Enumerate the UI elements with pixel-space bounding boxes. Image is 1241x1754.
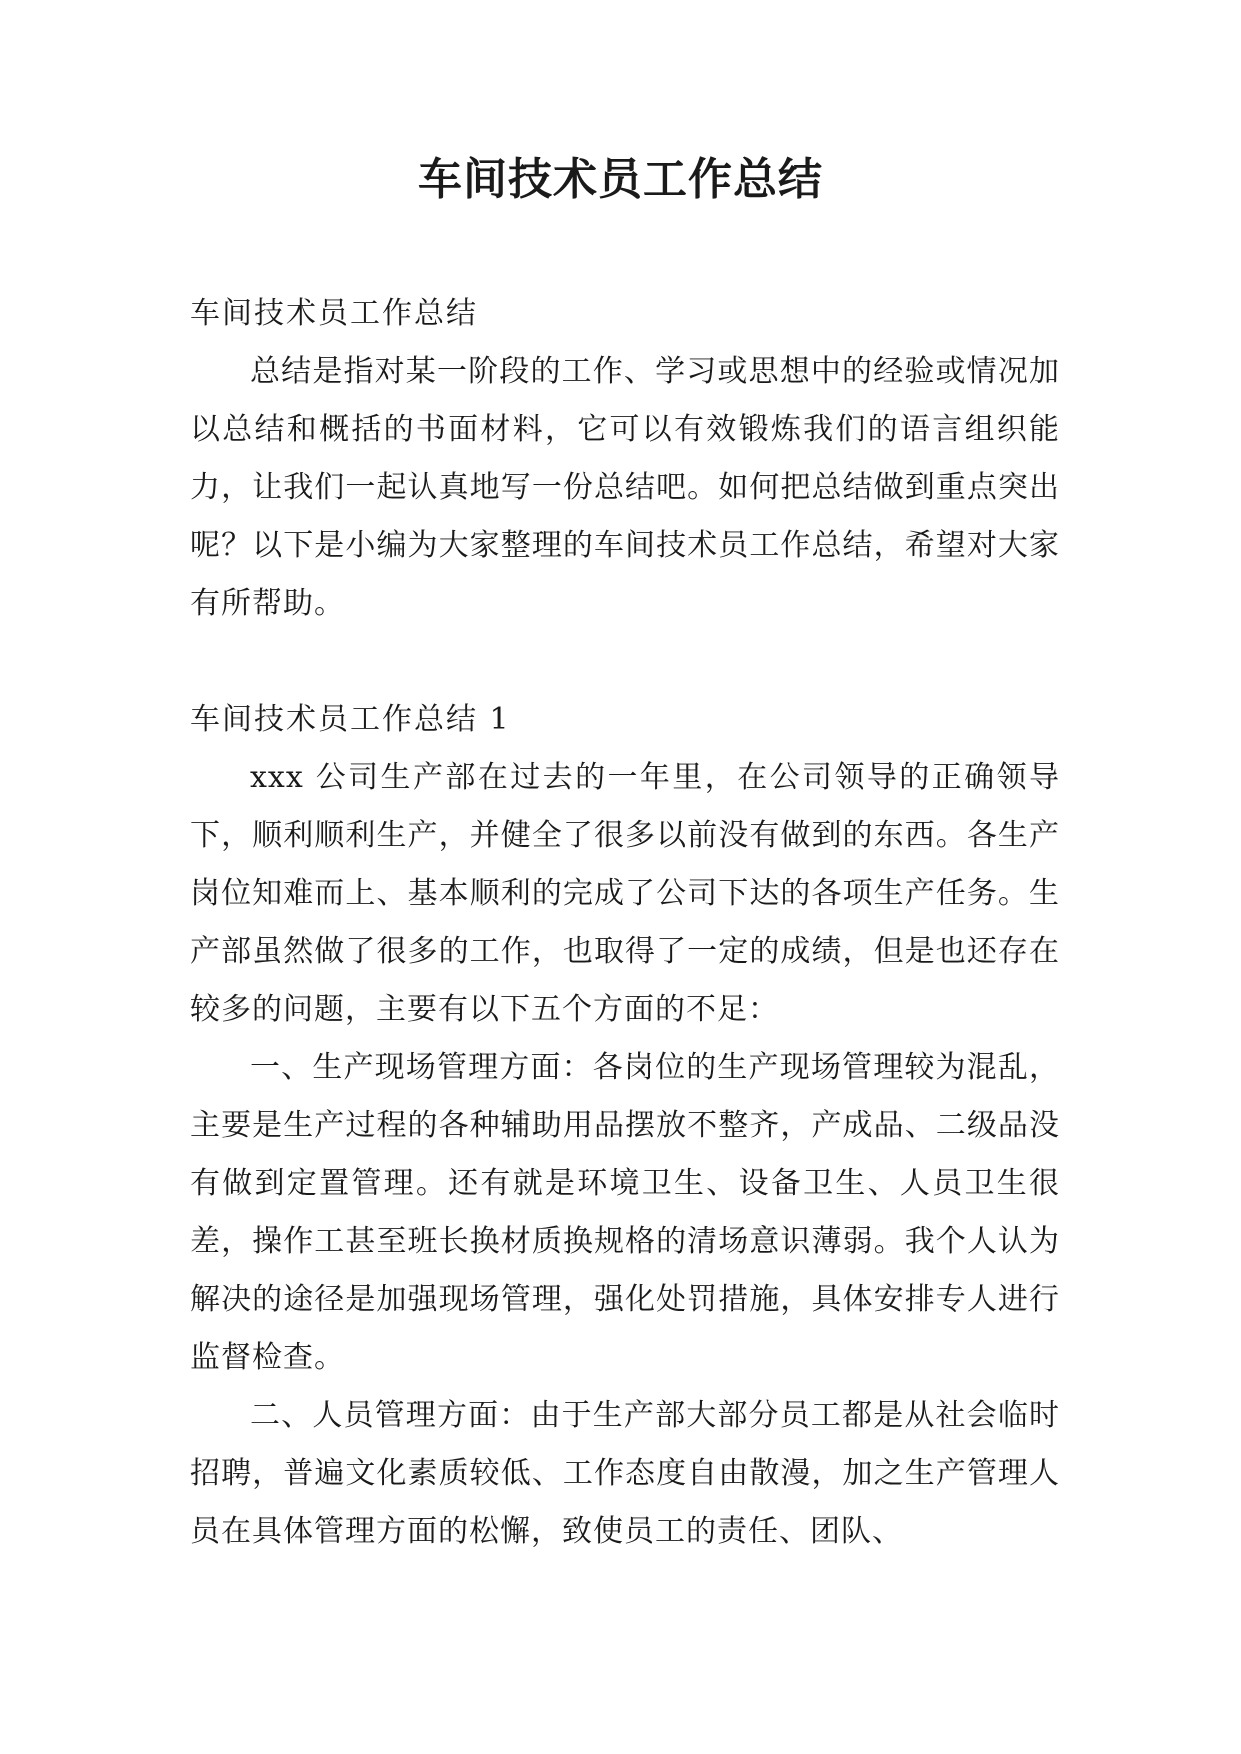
- intro-paragraph: 总结是指对某一阶段的工作、学习或思想中的经验或情况加以总结和概括的书面材料，它可以有效锻炼我们的语言组织能力，让我们一起认真地写一份总结吧。如何把总结做到重点突出呢？以下是小编为大家整理的车间技术员工作总结，希望对大家有所帮助。: [190, 354, 1060, 621]
- body-paragraph: 二、人员管理方面：由于生产部大部分员工都是从社会临时招聘，普遍文化素质较低、工作态度自由散漫，加之生产管理人员在具体管理方面的松懈，致使员工的责任、团队、: [190, 1398, 1060, 1549]
- section-spacer: [190, 633, 1060, 691]
- body-paragraph: 一、生产现场管理方面：各岗位的生产现场管理较为混乱，主要是生产过程的各种辅助用品摆放不整齐，产成品、二级品没有做到定置管理。还有就是环境卫生、设备卫生、人员卫生很差，操作工甚至班长换材质换规格的清场意识薄弱。我个人认为解决的途径是加强现场管理，强化处罚措施，具体安排专人进行监督检查。: [190, 1050, 1060, 1375]
- document-title: 车间技术员工作总结: [418, 154, 823, 205]
- body-paragraph: xxx 公司生产部在过去的一年里，在公司领导的正确领导下，顺利顺利生产，并健全了很多以前没有做到的东西。各生产岗位知难而上、基本顺利的完成了公司下达的各项生产任务。生产部虽然做了很多的工作，也取得了一定的成绩，但是也还存在较多的问题，主要有以下五个方面的不足：: [190, 760, 1060, 1027]
- section-heading: 车间技术员工作总结: [190, 296, 478, 331]
- document-body: [190, 285, 1060, 1561]
- section-heading: 车间技术员工作总结 1: [190, 702, 511, 737]
